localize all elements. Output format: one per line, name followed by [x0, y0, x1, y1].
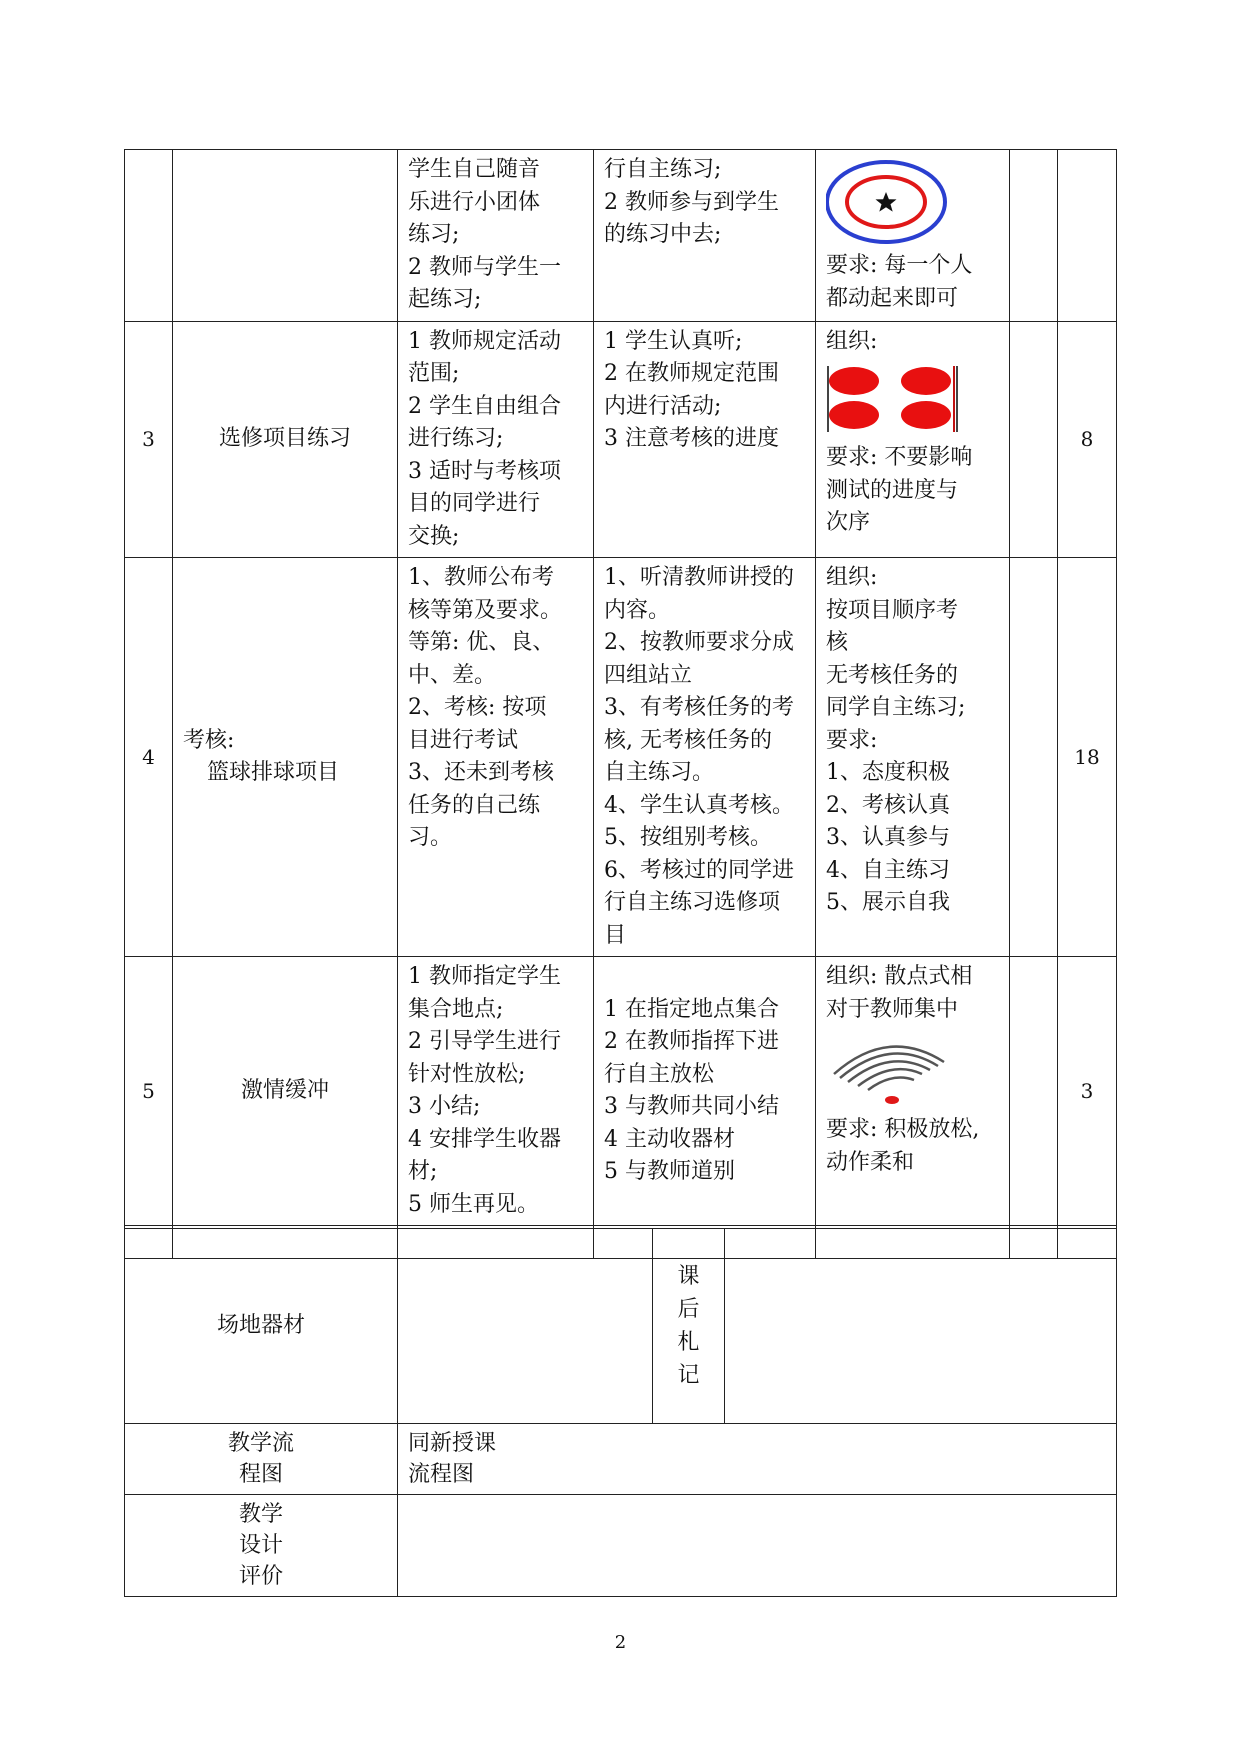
- table-row: [125, 150, 1117, 322]
- student-activity-line: 自主练习。: [604, 760, 715, 785]
- table-row: [125, 321, 1117, 558]
- organization-line: 2、考核认真: [826, 792, 950, 818]
- student-activity-line: 2 在教师指挥下进: [604, 1029, 779, 1054]
- flow-value-line: 同新授课: [408, 1431, 497, 1456]
- teacher-activity-line: 1 教师规定活动: [408, 328, 561, 354]
- section-title: [173, 957, 398, 1226]
- teacher-activity-line: 4 安排学生收器: [408, 1126, 561, 1152]
- organization-line: 要求:: [826, 727, 878, 753]
- teacher-activity-line: 2 教师与学生一: [408, 254, 561, 280]
- teacher-activity-line: 中、差。: [408, 662, 497, 688]
- teacher-activity-line: 交换;: [408, 523, 460, 549]
- organization-line: 3、认真参与: [826, 825, 950, 850]
- flow-value-line: 流程图: [408, 1462, 475, 1487]
- organization-line: 组织:: [826, 565, 878, 590]
- row-number: [125, 150, 173, 322]
- teacher-activity-line: 1 教师指定学生: [408, 964, 561, 989]
- organization-line: 1、态度积极: [826, 760, 950, 785]
- student-activity-line: 2 教师参与到学生: [604, 189, 779, 215]
- teacher-activity-line: 进行练习;: [408, 426, 504, 451]
- teacher-activity-line: 学生自己随音: [408, 157, 541, 182]
- requirement-line: 测试的进度与: [826, 477, 959, 503]
- student-activity-line: 5、按组别考核。: [604, 825, 772, 850]
- student-activity-line: 4 主动收器材: [604, 1126, 735, 1152]
- teacher-activity-line: 起练习;: [408, 287, 482, 312]
- student-activity-line: 6、考核过的同学进: [604, 857, 794, 883]
- table-row: [125, 957, 1117, 1226]
- time-minutes: 3: [1058, 957, 1117, 1226]
- arc-formation-icon: [826, 1032, 956, 1108]
- student-activity-line: 2、按教师要求分成: [604, 630, 794, 655]
- teacher-activity-line: 2 引导学生进行: [408, 1029, 561, 1054]
- section-title: [173, 150, 398, 322]
- organization-cell: [816, 558, 1010, 957]
- organization-line: 核: [826, 630, 849, 655]
- teacher-activity-line: 乐进行小团体: [408, 189, 541, 215]
- teacher-activity-line: 5 师生再见。: [408, 1191, 539, 1217]
- teacher-activity-line: 针对性放松;: [408, 1061, 526, 1087]
- teacher-activity-line: 目进行考试: [408, 727, 519, 753]
- teacher-activity-line: 集合地点;: [408, 996, 504, 1022]
- section-title-line: 选修项目练习: [218, 426, 351, 451]
- organization-line: 5、展示自我: [826, 890, 950, 915]
- organization-line: 无考核任务的: [826, 662, 959, 688]
- afterclass-value: [725, 1229, 1117, 1424]
- teacher-activity-line: 材;: [408, 1159, 438, 1184]
- blank-cell: [1010, 957, 1058, 1226]
- teacher-activity-line: 3 小结;: [408, 1094, 481, 1119]
- afterclass-label-char: 后: [677, 1297, 700, 1322]
- row-number: 3: [125, 321, 173, 558]
- blank-cell: [1010, 150, 1058, 322]
- blank-cell: [1010, 558, 1058, 957]
- flow-label: [125, 1424, 398, 1495]
- teacher-activity-line: 任务的自己练: [408, 792, 541, 818]
- teacher-activity-line: 目的同学进行: [408, 491, 541, 516]
- student-activity-line: 2 在教师规定范围: [604, 361, 779, 386]
- page-number: 2: [614, 1632, 627, 1653]
- afterclass-label: [653, 1229, 725, 1424]
- student-activity-line: 的练习中去;: [604, 222, 722, 247]
- teacher-activity-line: 等第: 优、良、: [408, 630, 555, 655]
- lesson-plan-table: [124, 149, 1117, 1259]
- venue-row: [125, 1229, 1117, 1424]
- requirement-line: 要求: 每一个人: [826, 253, 973, 278]
- organization-line: 组织: 散点式相: [826, 964, 973, 989]
- student-activity-line: 内容。: [604, 597, 671, 623]
- table-row: [125, 558, 1117, 957]
- teacher-activity-line: 2、考核: 按项: [408, 695, 547, 720]
- afterclass-label-char: 课: [677, 1264, 700, 1289]
- teacher-activity: [398, 957, 594, 1226]
- organization-cell: [816, 150, 1010, 322]
- student-activity: [594, 321, 816, 558]
- section-title: [173, 321, 398, 558]
- evaluation-label-line: 教学: [238, 1502, 283, 1527]
- section-title-line: 篮球排球项目: [207, 760, 340, 785]
- section-title: [173, 558, 398, 957]
- concentric-circles-star-icon: [826, 160, 950, 244]
- student-activity-line: 内进行活动;: [604, 393, 722, 419]
- teacher-activity: [398, 150, 594, 322]
- requirement-line: 次序: [826, 510, 871, 535]
- section-title-line: 激情缓冲: [240, 1077, 329, 1103]
- flow-row: [125, 1424, 1117, 1495]
- venue-label: 场地器材: [125, 1229, 398, 1424]
- student-activity: [594, 150, 816, 322]
- student-activity-line: 四组站立: [604, 662, 693, 688]
- requirement-line: 都动起来即可: [826, 285, 959, 311]
- student-activity-line: 目: [604, 922, 627, 948]
- section-title-line: 考核:: [183, 727, 235, 753]
- student-activity-line: 行自主练习;: [604, 157, 722, 182]
- teacher-activity-line: 习。: [408, 825, 453, 850]
- organization-line: 同学自主练习;: [826, 695, 966, 720]
- afterclass-label-char: 札: [677, 1330, 700, 1355]
- student-activity-line: 4、学生认真考核。: [604, 792, 794, 818]
- requirement-line: 动作柔和: [826, 1149, 915, 1175]
- four-red-ellipses-icon: [826, 364, 960, 436]
- teacher-activity-line: 练习;: [408, 222, 460, 247]
- flow-label-line: 程图: [238, 1462, 283, 1487]
- organization-line: 对于教师集中: [826, 996, 959, 1022]
- student-activity-line: 1 在指定地点集合: [604, 996, 779, 1022]
- student-activity: [594, 558, 816, 957]
- teacher-activity-line: 范围;: [408, 361, 460, 386]
- row-number: 5: [125, 957, 173, 1226]
- organization-line: 组织:: [826, 328, 878, 354]
- organization-line: 4、自主练习: [826, 857, 950, 883]
- requirement-line: 要求: 积极放松,: [826, 1117, 980, 1142]
- time-minutes: 18: [1058, 558, 1117, 957]
- evaluation-label-line: 设计: [238, 1533, 283, 1558]
- student-activity: [594, 957, 816, 1226]
- requirement-line: 要求: 不要影响: [826, 445, 973, 470]
- teacher-activity-line: 1、教师公布考: [408, 565, 554, 590]
- teacher-activity-line: 3 适时与考核项: [408, 458, 561, 484]
- evaluation-value: [398, 1495, 1117, 1597]
- blank-cell: [1010, 321, 1058, 558]
- lesson-summary-table: [124, 1228, 1117, 1597]
- student-activity-line: 行自主放松: [604, 1061, 715, 1087]
- student-activity-line: 3 与教师共同小结: [604, 1094, 779, 1119]
- teacher-activity-line: 核等第及要求。: [408, 597, 563, 623]
- organization-cell: [816, 957, 1010, 1226]
- teacher-activity-line: 3、还未到考核: [408, 760, 554, 785]
- evaluation-label-line: 评价: [238, 1564, 283, 1589]
- teacher-activity: [398, 321, 594, 558]
- student-activity-line: 5 与教师道别: [604, 1159, 735, 1184]
- venue-value: [398, 1229, 653, 1424]
- teacher-activity: [398, 558, 594, 957]
- teacher-activity-line: 2 学生自由组合: [408, 393, 561, 419]
- student-activity-line: 1 学生认真听;: [604, 328, 743, 354]
- student-activity-line: 3 注意考核的进度: [604, 426, 779, 451]
- evaluation-row: [125, 1495, 1117, 1597]
- student-activity-line: 行自主练习选修项: [604, 890, 781, 915]
- organization-cell: [816, 321, 1010, 558]
- evaluation-label: [125, 1495, 398, 1597]
- student-activity-line: 1、听清教师讲授的: [604, 565, 794, 590]
- student-activity-line: 3、有考核任务的考: [604, 695, 794, 720]
- flow-label-line: 教学流: [227, 1431, 294, 1456]
- organization-line: 按项目顺序考: [826, 597, 959, 623]
- time-minutes: 8: [1058, 321, 1117, 558]
- flow-value: [398, 1424, 1117, 1495]
- time-minutes: [1058, 150, 1117, 322]
- afterclass-label-char: 记: [677, 1363, 700, 1388]
- student-activity-line: 核, 无考核任务的: [604, 727, 772, 753]
- row-number: 4: [125, 558, 173, 957]
